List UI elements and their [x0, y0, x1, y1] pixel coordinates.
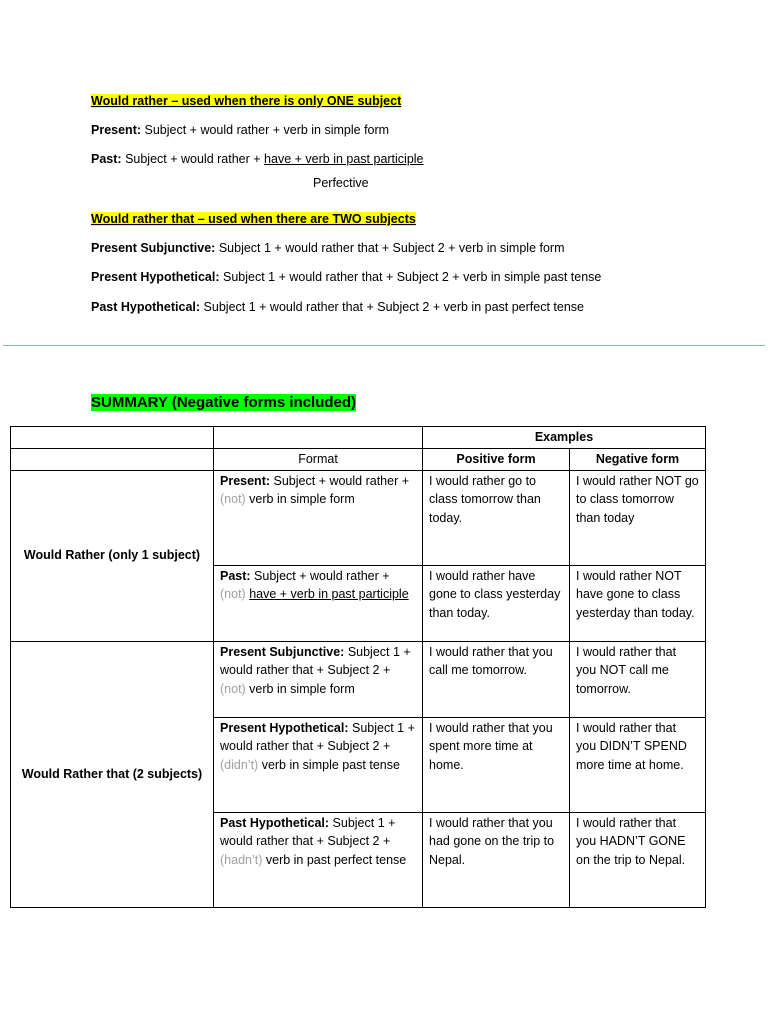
- group-two-subjects: Would Rather that (2 subjects): [11, 641, 214, 907]
- header-negative: Negative form: [570, 448, 706, 470]
- format-cell: Past: Subject + would rather + (not) have + verb in past participle: [214, 565, 423, 641]
- negative-example: I would rather NOT go to class tomorrow than today: [570, 470, 706, 565]
- positive-example: I would rather that you spent more time at home.: [423, 717, 570, 812]
- positive-example: I would rather that you had gone on the trip to Nepal.: [423, 812, 570, 907]
- summary-title: SUMMARY (Negative forms included): [91, 394, 357, 411]
- negative-example: I would rather NOT have gone to class yesterday than today.: [570, 565, 706, 641]
- negative-example: I would rather that you HADN’T GONE on the trip to Nepal.: [570, 812, 706, 907]
- positive-example: I would rather that you call me tomorrow.: [423, 641, 570, 717]
- header-format: Format: [214, 448, 423, 470]
- format-cell: Present Subjunctive: Subject 1 + would rather that + Subject 2 + (not) verb in simple form: [214, 641, 423, 717]
- header-empty-cell: [11, 448, 214, 470]
- present-rule: Present: Subject + would rather + verb in simple form: [91, 123, 390, 137]
- header-empty-cell: [11, 427, 214, 449]
- positive-example: I would rather go to class tomorrow than today.: [423, 470, 570, 565]
- negative-example: I would rather that you NOT call me tomorrow.: [570, 641, 706, 717]
- format-cell: Present: Subject + would rather + (not) verb in simple form: [214, 470, 423, 565]
- past-hypothetical-rule: Past Hypothetical: Subject 1 + would rather that + Subject 2 + verb in past perfect tense: [91, 300, 584, 314]
- summary-table: [10, 426, 706, 908]
- header-positive: Positive form: [423, 448, 570, 470]
- header-examples: Examples: [423, 427, 706, 449]
- table-row: [11, 641, 706, 717]
- positive-example: I would rather have gone to class yesterday than today.: [423, 565, 570, 641]
- section-divider: [3, 345, 765, 346]
- present-hypothetical-rule: Present Hypothetical: Subject 1 + would rather that + Subject 2 + verb in simple past tense: [91, 270, 602, 284]
- table-row: [11, 470, 706, 565]
- perfective-note: Perfective: [313, 176, 369, 190]
- header-empty-cell: [214, 427, 423, 449]
- format-cell: Past Hypothetical: Subject 1 + would rather that + Subject 2 + (hadn’t) verb in past perfect tense: [214, 812, 423, 907]
- group-one-subject: Would Rather (only 1 subject): [11, 470, 214, 641]
- present-subjunctive-rule: Present Subjunctive: Subject 1 + would rather that + Subject 2 + verb in simple form: [91, 241, 565, 255]
- table-header-row-1: [11, 427, 706, 449]
- one-subject-heading: Would rather – used when there is only ONE subject: [91, 94, 402, 108]
- format-cell: Present Hypothetical: Subject 1 + would rather that + Subject 2 + (didn’t) verb in simple past tense: [214, 717, 423, 812]
- two-subjects-heading: Would rather that – used when there are TWO subjects: [91, 212, 416, 226]
- negative-example: I would rather that you DIDN’T SPEND more time at home.: [570, 717, 706, 812]
- past-rule: Past: Subject + would rather + have + verb in past participle: [91, 152, 424, 166]
- table-header-row-2: [11, 448, 706, 470]
